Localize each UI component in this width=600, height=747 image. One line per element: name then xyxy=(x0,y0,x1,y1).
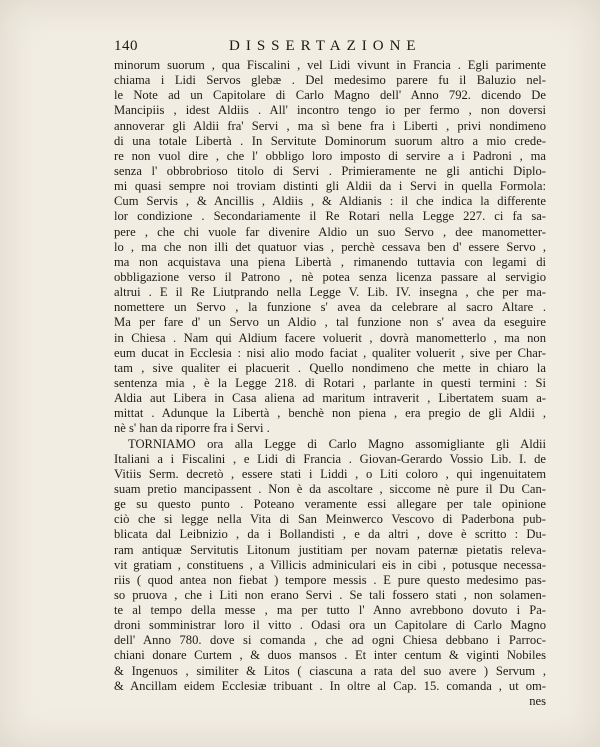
text-line: pere , che chi vuole far divenire Aldio un suo Servo , dee manometter- xyxy=(114,224,546,239)
text-line: sentenza mia , è la Legge 218. di Rotari , parlante in questi termini : Si xyxy=(114,375,546,390)
text-line: obbligazione verso il Patrono , nè potea senza licenza passare al servigio xyxy=(114,269,546,284)
text-line: Cum Servis , & Ancillis , Aldiis , & Aldianis : il che indica la differente xyxy=(114,194,546,209)
text-line: eum ducat in Ecclesia : nisi alio modo faciat , qualiter voluerit , sive per Char- xyxy=(114,345,546,360)
text-line: mi quasi sempre noi troviam distinti gli Aldii da i Servi in quella Formola: xyxy=(114,179,546,194)
text-line: vit gratiam , constituens , a Villicis adminiculari eis in cibi , potusque necessa- xyxy=(114,557,546,572)
text-line: droni somministrar loro il vitto . Odasi ora un Capitolare di Carlo Magno xyxy=(114,618,546,633)
text-line: ciò che si legge nella Vita di San Meinwerco Vescovo di Paderbona pub- xyxy=(114,512,546,527)
text-line: tam , sive qualiter ei placuerit . Quello nondimeno che mette in chiaro la xyxy=(114,360,546,375)
text-line: annoverar gli Aldii fra' Servi , ma sì bene fra i Liberti , privi nondimeno xyxy=(114,118,546,133)
catchword: nes xyxy=(529,693,546,708)
text-line: in Chiesa . Nam qui Aldium facere voluerit , dovrà manometterlo , ma non xyxy=(114,330,546,345)
text-line: di una totale Libertà . In Servitute Dominorum suorum altro a mio crede- xyxy=(114,133,546,148)
body-text xyxy=(114,58,546,709)
text-line: re non vuol dire , che l' obbligo loro imposto di servire a i Padroni , ma xyxy=(114,148,546,163)
text-line: lo , ma che non illi det quatuor vias , perchè cessava ben d' essere Servo , xyxy=(114,239,546,254)
text-line: & Ingenuos , similiter & Litos ( ciascuna a rata del suo avere ) Servum , xyxy=(114,663,546,678)
text-line: Italiani a i Fiscalini , e Lidi di Francia . Giovan-Gerardo Vossio Lib. I. de xyxy=(114,451,546,466)
text-line: Mancipiis , idest Aldiis . All' incontro tengo io per fermo , non doversi xyxy=(114,103,546,118)
page-header xyxy=(114,38,534,60)
text-line: chiani donare Curtem , & duos mansos . Et inter centum & viginti Nobiles xyxy=(114,648,546,663)
text-line: Aldia aut Libera in Casa aliena ad maritum intraverit , Libertatem suam a- xyxy=(114,391,546,406)
text-line: ge su questo punto . Poteano veramente essi allegare per tale opinione xyxy=(114,497,546,512)
text-line: nè s' han da riporre fra i Servi . xyxy=(114,421,270,436)
text-line: lor condizione . Secondariamente il Re Rotari nella Legge 227. ci fa sa- xyxy=(114,209,546,224)
text-line: ma non acquistava una piena Libertà , rimanendo tuttavia con legami di xyxy=(114,254,546,269)
text-line: minorum suorum , qua Fiscalini , vel Lidi vivunt in Francia . Egli parimente xyxy=(114,58,546,72)
text-line: le Note ad un Capitolare di Carlo Magno dell' Anno 792. dicendo De xyxy=(114,88,546,103)
text-line: Ma per fare d' un Servo un Aldio , tal funzione non s' avea da eseguire xyxy=(114,315,546,330)
text-line: ram antiquæ Servitutis Litonum justitiam per novam paternæ pietatis releva- xyxy=(114,542,546,557)
text-line: blicata dal Leibnizio , da i Bollandisti , e da altri , dove è scritto : Du- xyxy=(114,527,546,542)
text-line: senza l' obbrobrioso titolo di Servi . Primieramente ne gli antichi Diplo- xyxy=(114,163,546,178)
text-line: dell' Anno 780. dove si comanda , che ad ogni Chiesa debbano i Parroc- xyxy=(114,633,546,648)
text-line: te al tempo della messe , ma per tutto l' Anno avrebbono dovuto i Pa- xyxy=(114,603,546,618)
paragraph-start-line: TORNIAMO ora alla Legge di Carlo Magno assomigliante gli Aldii xyxy=(128,436,546,451)
text-line: & Ancillam eidem Ecclesiæ tribuant . In oltre al Cap. 15. comanda , ut om- xyxy=(114,678,546,693)
text-line: mittat . Adunque la Libertà , benchè non piena , era pregio de gli Aldii , xyxy=(114,406,546,421)
text-line: altrui . E il Re Liutprando nella Legge V. Lib. IV. insegna , che per ma- xyxy=(114,285,546,300)
text-line: so pruova , che i Liti non erano Servi . Se tali fossero stati , non solamen- xyxy=(114,587,546,602)
running-title: DISSERTAZIONE xyxy=(229,38,422,54)
text-line: suam pretio mancipassent . Non è da ascoltare , siccome nè pure il Du Can- xyxy=(114,481,546,496)
text-line: Vitiis Serm. decretò , essere stati i Liddi , o Liti coloro , qui ingenuitatem xyxy=(114,466,546,481)
text-line: riis ( quod antea non fiebat ) tempore messis . E pure questo medesimo pas- xyxy=(114,572,546,587)
text-line: chiama i Lidi Servos glebæ . Del medesimo parere fu il Baluzio nel- xyxy=(114,73,546,88)
text-line: nomettere un Servo , la funzione s' avea da celebrare al sacro Altare . xyxy=(114,300,546,315)
page-number: 140 xyxy=(114,38,138,54)
